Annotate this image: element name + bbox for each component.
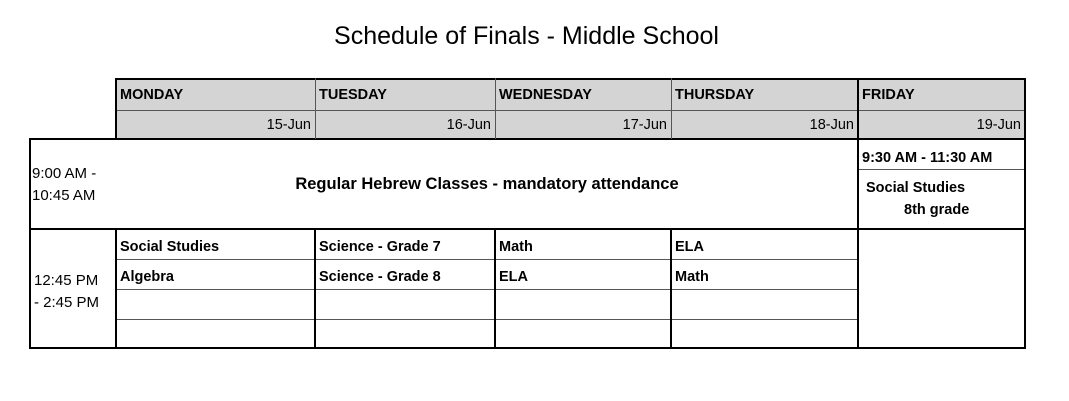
afternoon-time-line1: 12:45 PM <box>34 272 99 289</box>
exam-cell: Math <box>499 239 533 255</box>
afternoon-time-label <box>34 270 116 314</box>
date-tuesday: 16-Jun <box>315 110 495 139</box>
morning-time-line1: 9:00 AM - <box>32 165 97 182</box>
day-header-friday: FRIDAY <box>858 79 1025 110</box>
friday-morning-grade: 8th grade <box>904 202 970 218</box>
afternoon-time-line2: - 2:45 PM <box>34 294 100 311</box>
grid-line <box>115 78 117 140</box>
grid-line <box>1024 78 1026 349</box>
grid-line <box>314 228 316 349</box>
grid-line <box>29 228 1026 230</box>
day-header-wednesday: WEDNESDAY <box>495 79 671 110</box>
friday-morning-time: 9:30 AM - 11:30 AM <box>862 150 993 166</box>
grid-line <box>315 78 316 139</box>
morning-banner: Regular Hebrew Classes - mandatory attendance <box>295 175 679 193</box>
grid-line <box>858 169 1025 170</box>
grid-line <box>115 78 1026 80</box>
day-header-monday: MONDAY <box>116 79 315 110</box>
exam-cell: Science - Grade 8 <box>319 269 441 285</box>
grid-line <box>116 319 858 320</box>
exam-cell: Science - Grade 7 <box>319 239 441 255</box>
grid-line <box>671 78 672 139</box>
friday-morning-subject: Social Studies <box>866 180 966 196</box>
date-monday: 15-Jun <box>116 110 315 139</box>
exam-cell: ELA <box>499 269 528 285</box>
day-header-tuesday: TUESDAY <box>315 79 495 110</box>
grid-line <box>495 78 496 139</box>
grid-line <box>29 138 31 349</box>
exam-cell: Algebra <box>120 269 174 285</box>
exam-cell: ELA <box>675 239 704 255</box>
exam-cell: Social Studies <box>120 239 220 255</box>
grid-line <box>116 289 858 290</box>
grid-line <box>116 259 858 260</box>
grid-line <box>29 347 1026 349</box>
morning-time-label <box>32 163 116 207</box>
grid-line <box>494 228 496 349</box>
grid-line <box>116 110 1025 111</box>
grid-line <box>670 228 672 349</box>
grid-line <box>29 138 1026 140</box>
page-title: Schedule of Finals - Middle School <box>334 22 719 50</box>
exam-cell: Math <box>675 269 709 285</box>
day-header-thursday: THURSDAY <box>671 79 858 110</box>
date-wednesday: 17-Jun <box>495 110 671 139</box>
date-friday: 19-Jun <box>858 110 1025 139</box>
grid-line <box>857 78 859 349</box>
date-thursday: 18-Jun <box>671 110 858 139</box>
grid-line <box>115 228 117 349</box>
morning-time-line2: 10:45 AM <box>32 187 96 204</box>
